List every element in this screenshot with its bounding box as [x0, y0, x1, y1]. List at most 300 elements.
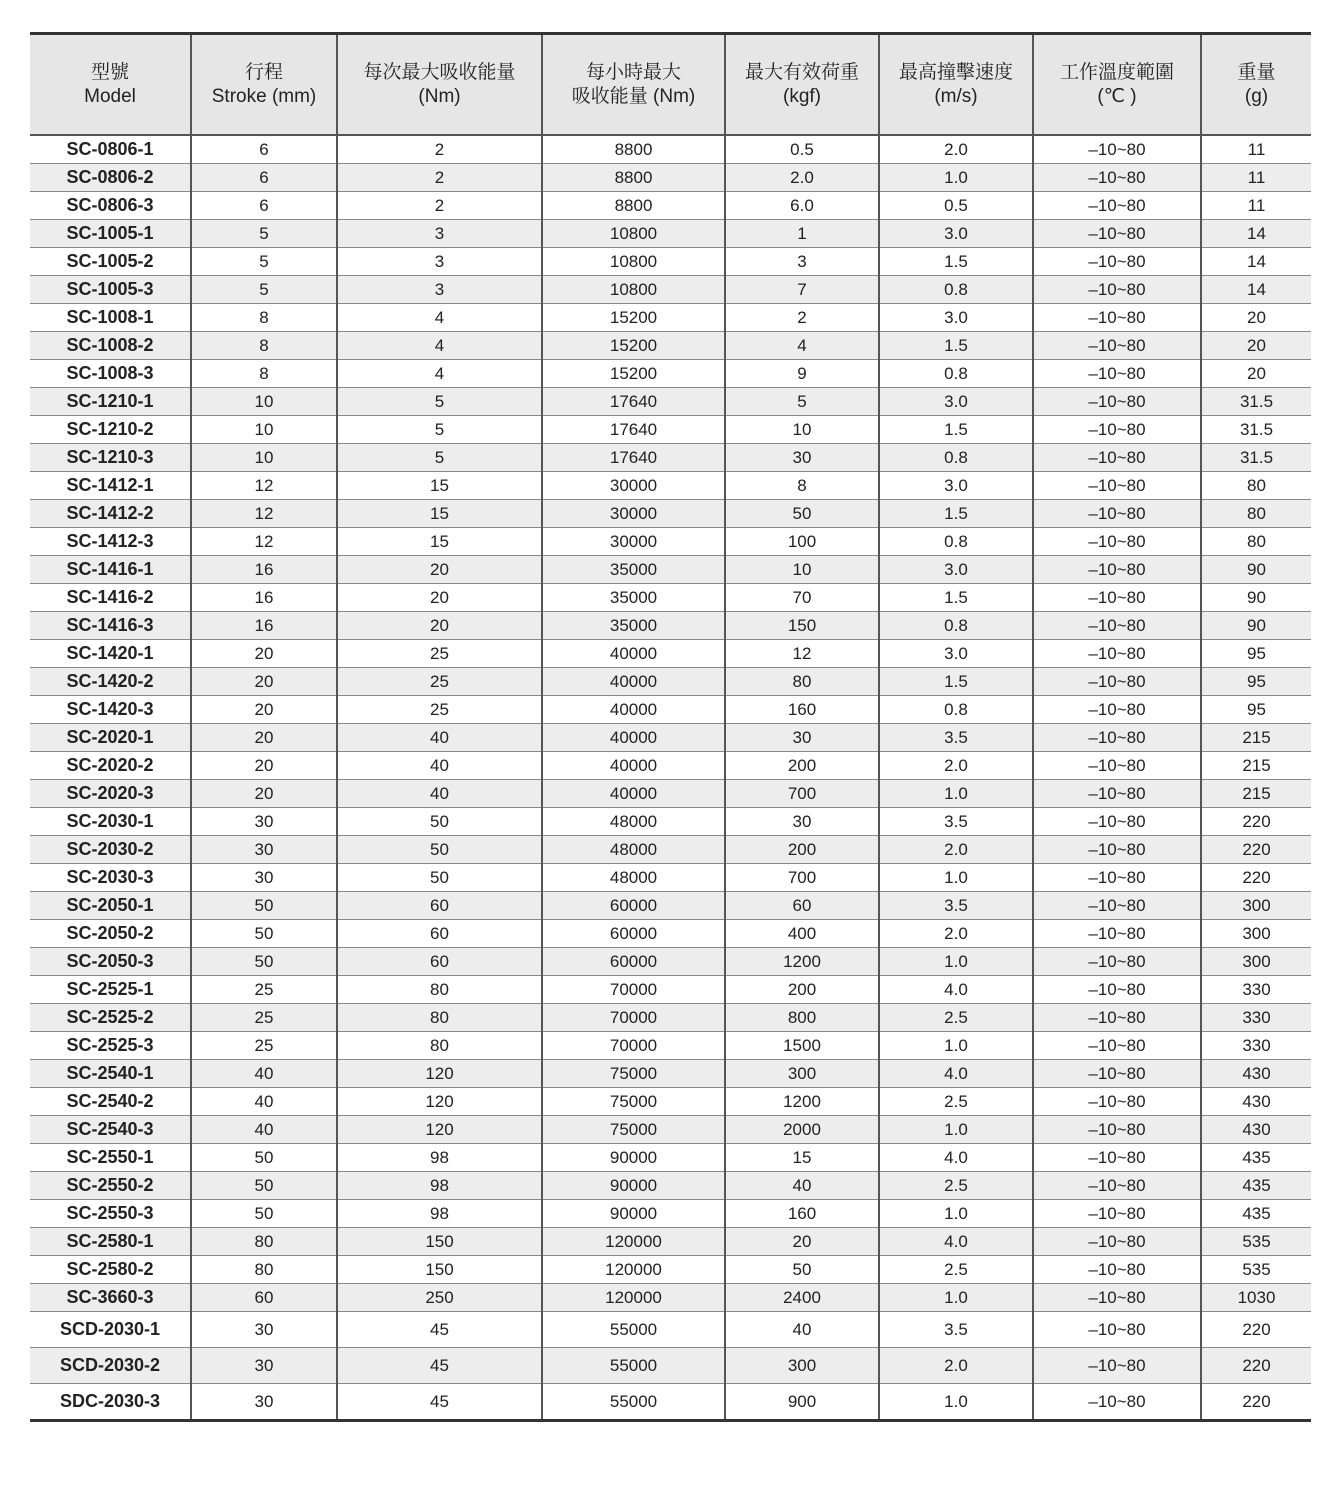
weight-cell: 435 — [1201, 1200, 1311, 1228]
speed-cell: 4.0 — [879, 1228, 1033, 1256]
model-cell: SC-2580-1 — [30, 1228, 191, 1256]
load-cell: 2 — [725, 304, 879, 332]
energy-per-hour-cell: 15200 — [542, 332, 725, 360]
model-cell: SC-2050-2 — [30, 920, 191, 948]
load-cell: 100 — [725, 528, 879, 556]
load-cell: 40 — [725, 1172, 879, 1200]
energy-per-hour-cell: 55000 — [542, 1348, 725, 1384]
weight-cell: 220 — [1201, 836, 1311, 864]
stroke-cell: 20 — [191, 724, 337, 752]
energy-per-cycle-cell: 3 — [337, 276, 542, 304]
energy-per-hour-cell: 40000 — [542, 668, 725, 696]
temperature-cell: –10~80 — [1033, 1144, 1201, 1172]
table-row — [30, 416, 1311, 444]
weight-cell: 435 — [1201, 1172, 1311, 1200]
energy-per-hour-cell: 8800 — [542, 192, 725, 220]
temperature-cell: –10~80 — [1033, 1004, 1201, 1032]
temperature-cell: –10~80 — [1033, 528, 1201, 556]
header-model: 型號 Model — [30, 34, 191, 136]
speed-cell: 3.5 — [879, 892, 1033, 920]
weight-cell: 90 — [1201, 556, 1311, 584]
load-cell: 8 — [725, 472, 879, 500]
energy-per-cycle-cell: 120 — [337, 1060, 542, 1088]
stroke-cell: 6 — [191, 164, 337, 192]
weight-cell: 430 — [1201, 1088, 1311, 1116]
energy-per-cycle-cell: 15 — [337, 500, 542, 528]
energy-per-hour-cell: 10800 — [542, 248, 725, 276]
load-cell: 30 — [725, 444, 879, 472]
temperature-cell: –10~80 — [1033, 192, 1201, 220]
energy-per-cycle-cell: 45 — [337, 1312, 542, 1348]
energy-per-cycle-cell: 98 — [337, 1144, 542, 1172]
model-cell: SC-2550-2 — [30, 1172, 191, 1200]
load-cell: 2.0 — [725, 164, 879, 192]
table-row — [30, 1032, 1311, 1060]
load-cell: 4 — [725, 332, 879, 360]
speed-cell: 2.5 — [879, 1088, 1033, 1116]
speed-cell: 1.0 — [879, 1032, 1033, 1060]
load-cell: 20 — [725, 1228, 879, 1256]
table-row — [30, 1060, 1311, 1088]
stroke-cell: 6 — [191, 192, 337, 220]
stroke-cell: 30 — [191, 1312, 337, 1348]
energy-per-hour-cell: 15200 — [542, 360, 725, 388]
model-cell: SC-1210-2 — [30, 416, 191, 444]
load-cell: 6.0 — [725, 192, 879, 220]
load-cell: 200 — [725, 752, 879, 780]
temperature-cell: –10~80 — [1033, 304, 1201, 332]
temperature-cell: –10~80 — [1033, 444, 1201, 472]
weight-cell: 430 — [1201, 1116, 1311, 1144]
load-cell: 900 — [725, 1384, 879, 1421]
energy-per-hour-cell: 40000 — [542, 780, 725, 808]
model-cell: SC-2030-1 — [30, 808, 191, 836]
header-row — [30, 34, 1311, 136]
weight-cell: 14 — [1201, 248, 1311, 276]
speed-cell: 1.0 — [879, 164, 1033, 192]
model-cell: SC-1420-3 — [30, 696, 191, 724]
load-cell: 30 — [725, 808, 879, 836]
weight-cell: 80 — [1201, 528, 1311, 556]
model-cell: SC-1412-2 — [30, 500, 191, 528]
stroke-cell: 50 — [191, 1144, 337, 1172]
model-cell: SC-1005-3 — [30, 276, 191, 304]
header-temperature-range: 工作溫度範圍 (℃ ) — [1033, 34, 1201, 136]
energy-per-cycle-cell: 20 — [337, 584, 542, 612]
energy-per-cycle-cell: 2 — [337, 135, 542, 164]
stroke-cell: 16 — [191, 584, 337, 612]
temperature-cell: –10~80 — [1033, 948, 1201, 976]
stroke-cell: 6 — [191, 135, 337, 164]
load-cell: 5 — [725, 388, 879, 416]
energy-per-cycle-cell: 40 — [337, 724, 542, 752]
weight-cell: 14 — [1201, 276, 1311, 304]
energy-per-hour-cell: 15200 — [542, 304, 725, 332]
stroke-cell: 40 — [191, 1060, 337, 1088]
speed-cell: 1.5 — [879, 584, 1033, 612]
temperature-cell: –10~80 — [1033, 1284, 1201, 1312]
model-cell: SDC-2030-3 — [59, 1391, 161, 1411]
stroke-cell: 25 — [191, 976, 337, 1004]
weight-cell: 95 — [1201, 640, 1311, 668]
table-row — [30, 192, 1311, 220]
stroke-cell: 16 — [191, 612, 337, 640]
stroke-cell: 50 — [191, 892, 337, 920]
model-cell: SC-1420-1 — [30, 640, 191, 668]
load-cell: 150 — [725, 612, 879, 640]
model-cell: SC-1416-2 — [30, 584, 191, 612]
header-max-energy-per-cycle: 每次最大吸收能量 (Nm) — [337, 34, 542, 136]
speed-cell: 1.0 — [879, 864, 1033, 892]
weight-cell: 14 — [1201, 220, 1311, 248]
table-row — [30, 500, 1311, 528]
stroke-cell: 8 — [191, 360, 337, 388]
load-cell: 1500 — [725, 1032, 879, 1060]
model-cell: SC-2540-3 — [30, 1116, 191, 1144]
load-cell: 200 — [725, 836, 879, 864]
stroke-cell: 16 — [191, 556, 337, 584]
energy-per-cycle-cell: 45 — [337, 1348, 542, 1384]
energy-per-hour-cell: 48000 — [542, 836, 725, 864]
energy-per-cycle-cell: 15 — [337, 472, 542, 500]
table-row — [30, 584, 1311, 612]
speed-cell: 2.5 — [879, 1172, 1033, 1200]
temperature-cell: –10~80 — [1033, 892, 1201, 920]
load-cell: 200 — [725, 976, 879, 1004]
model-cell: SC-2525-3 — [30, 1032, 191, 1060]
speed-cell: 2.0 — [879, 135, 1033, 164]
table-row — [30, 612, 1311, 640]
table-row — [30, 1348, 1311, 1384]
stroke-cell: 30 — [191, 864, 337, 892]
model-cell: SC-1412-1 — [30, 472, 191, 500]
weight-cell: 220 — [1201, 864, 1311, 892]
table-row — [30, 752, 1311, 780]
temperature-cell: –10~80 — [1033, 164, 1201, 192]
table-row — [30, 1144, 1311, 1172]
speed-cell: 3.0 — [879, 388, 1033, 416]
model-cell: SC-1416-3 — [30, 612, 191, 640]
temperature-cell: –10~80 — [1033, 1312, 1201, 1348]
stroke-cell: 20 — [191, 696, 337, 724]
table-row — [30, 864, 1311, 892]
speed-cell: 0.8 — [879, 528, 1033, 556]
temperature-cell: –10~80 — [1033, 276, 1201, 304]
energy-per-hour-cell: 90000 — [542, 1144, 725, 1172]
energy-per-cycle-cell: 60 — [337, 892, 542, 920]
temperature-cell: –10~80 — [1033, 1348, 1201, 1384]
load-cell: 1 — [725, 220, 879, 248]
speed-cell: 4.0 — [879, 1144, 1033, 1172]
energy-per-hour-cell: 30000 — [542, 500, 725, 528]
header-max-impact-speed: 最高撞擊速度 (m/s) — [879, 34, 1033, 136]
weight-cell: 215 — [1201, 724, 1311, 752]
table-row — [30, 1256, 1311, 1284]
weight-cell: 11 — [1201, 164, 1311, 192]
temperature-cell: –10~80 — [1033, 472, 1201, 500]
stroke-cell: 12 — [191, 528, 337, 556]
weight-cell: 215 — [1201, 780, 1311, 808]
weight-cell: 435 — [1201, 1144, 1311, 1172]
weight-cell: 430 — [1201, 1060, 1311, 1088]
load-cell: 15 — [725, 1144, 879, 1172]
model-cell: SC-1210-3 — [30, 444, 191, 472]
load-cell: 700 — [725, 780, 879, 808]
energy-per-cycle-cell: 120 — [337, 1088, 542, 1116]
energy-per-hour-cell: 120000 — [542, 1228, 725, 1256]
weight-cell: 90 — [1201, 612, 1311, 640]
energy-per-cycle-cell: 5 — [337, 416, 542, 444]
speed-cell: 2.5 — [879, 1256, 1033, 1284]
energy-per-cycle-cell: 80 — [337, 976, 542, 1004]
weight-cell: 215 — [1201, 752, 1311, 780]
weight-cell: 300 — [1201, 948, 1311, 976]
energy-per-hour-cell: 17640 — [542, 388, 725, 416]
stroke-cell: 80 — [191, 1228, 337, 1256]
energy-per-cycle-cell: 25 — [337, 640, 542, 668]
model-cell: SC-1005-1 — [30, 220, 191, 248]
stroke-cell: 80 — [191, 1256, 337, 1284]
energy-per-cycle-cell: 4 — [337, 304, 542, 332]
energy-per-hour-cell: 75000 — [542, 1060, 725, 1088]
table-body — [30, 135, 1311, 1421]
energy-per-hour-cell: 60000 — [542, 920, 725, 948]
model-cell: SC-2550-3 — [30, 1200, 191, 1228]
speed-cell: 3.0 — [879, 640, 1033, 668]
stroke-cell: 50 — [191, 1200, 337, 1228]
temperature-cell: –10~80 — [1033, 584, 1201, 612]
table-row — [30, 640, 1311, 668]
energy-per-hour-cell: 75000 — [542, 1116, 725, 1144]
energy-per-cycle-cell: 5 — [337, 444, 542, 472]
load-cell: 2000 — [725, 1116, 879, 1144]
temperature-cell: –10~80 — [1033, 388, 1201, 416]
energy-per-hour-cell: 120000 — [542, 1284, 725, 1312]
temperature-cell: –10~80 — [1033, 920, 1201, 948]
energy-per-hour-cell: 90000 — [542, 1172, 725, 1200]
energy-per-cycle-cell: 80 — [337, 1004, 542, 1032]
table-row — [30, 1384, 1311, 1421]
load-cell: 60 — [725, 892, 879, 920]
load-cell: 50 — [725, 1256, 879, 1284]
weight-cell: 20 — [1201, 360, 1311, 388]
energy-per-cycle-cell: 40 — [337, 752, 542, 780]
speed-cell: 2.0 — [879, 920, 1033, 948]
energy-per-hour-cell: 35000 — [542, 556, 725, 584]
speed-cell: 0.8 — [879, 360, 1033, 388]
temperature-cell: –10~80 — [1033, 332, 1201, 360]
temperature-cell: –10~80 — [1033, 1200, 1201, 1228]
energy-per-hour-cell: 17640 — [542, 416, 725, 444]
temperature-cell: –10~80 — [1033, 780, 1201, 808]
stroke-cell: 10 — [191, 416, 337, 444]
stroke-cell: 50 — [191, 948, 337, 976]
stroke-cell: 20 — [191, 668, 337, 696]
energy-per-hour-cell: 55000 — [542, 1312, 725, 1348]
energy-per-hour-cell: 55000 — [542, 1384, 725, 1421]
energy-per-hour-cell: 10800 — [542, 276, 725, 304]
table-row — [30, 444, 1311, 472]
table-row — [30, 948, 1311, 976]
stroke-cell: 60 — [191, 1284, 337, 1312]
speed-cell: 4.0 — [879, 1060, 1033, 1088]
model-cell: SC-3660-3 — [30, 1284, 191, 1312]
energy-per-hour-cell: 48000 — [542, 864, 725, 892]
load-cell: 10 — [725, 556, 879, 584]
table-row — [30, 976, 1311, 1004]
load-cell: 700 — [725, 864, 879, 892]
energy-per-hour-cell: 70000 — [542, 976, 725, 1004]
speed-cell: 1.5 — [879, 332, 1033, 360]
temperature-cell: –10~80 — [1033, 752, 1201, 780]
load-cell: 1200 — [725, 1088, 879, 1116]
speed-cell: 3.5 — [879, 724, 1033, 752]
model-cell: SC-1008-2 — [30, 332, 191, 360]
stroke-cell: 30 — [191, 808, 337, 836]
temperature-cell: –10~80 — [1033, 1088, 1201, 1116]
energy-per-cycle-cell: 250 — [337, 1284, 542, 1312]
temperature-cell: –10~80 — [1033, 724, 1201, 752]
speed-cell: 2.0 — [879, 1348, 1033, 1384]
energy-per-cycle-cell: 80 — [337, 1032, 542, 1060]
stroke-cell: 50 — [191, 1172, 337, 1200]
temperature-cell: –10~80 — [1033, 836, 1201, 864]
energy-per-cycle-cell: 98 — [337, 1200, 542, 1228]
weight-cell: 220 — [1201, 1384, 1311, 1421]
speed-cell: 1.0 — [879, 1284, 1033, 1312]
temperature-cell: –10~80 — [1033, 416, 1201, 444]
energy-per-cycle-cell: 5 — [337, 388, 542, 416]
load-cell: 1200 — [725, 948, 879, 976]
stroke-cell: 40 — [191, 1116, 337, 1144]
speed-cell: 1.5 — [879, 668, 1033, 696]
energy-per-hour-cell: 60000 — [542, 892, 725, 920]
header-max-effective-load: 最大有效荷重 (kgf) — [725, 34, 879, 136]
header-max-energy-per-hour: 每小時最大 吸收能量 (Nm) — [542, 34, 725, 136]
speed-cell: 3.0 — [879, 304, 1033, 332]
model-cell: SC-2580-2 — [30, 1256, 191, 1284]
temperature-cell: –10~80 — [1033, 248, 1201, 276]
energy-per-hour-cell: 40000 — [542, 696, 725, 724]
model-cell: SC-2030-3 — [30, 864, 191, 892]
load-cell: 3 — [725, 248, 879, 276]
speed-cell: 1.0 — [879, 1116, 1033, 1144]
energy-per-hour-cell: 10800 — [542, 220, 725, 248]
load-cell: 800 — [725, 1004, 879, 1032]
model-cell: SC-2050-3 — [30, 948, 191, 976]
model-cell: SC-2050-1 — [30, 892, 191, 920]
weight-cell: 330 — [1201, 976, 1311, 1004]
table-row — [30, 556, 1311, 584]
table-row — [30, 696, 1311, 724]
speed-cell: 4.0 — [879, 976, 1033, 1004]
stroke-cell: 30 — [191, 1348, 337, 1384]
energy-per-hour-cell: 35000 — [542, 612, 725, 640]
temperature-cell: –10~80 — [1033, 864, 1201, 892]
table-row — [30, 1004, 1311, 1032]
weight-cell: 95 — [1201, 696, 1311, 724]
load-cell: 7 — [725, 276, 879, 304]
table-row — [30, 135, 1311, 164]
energy-per-hour-cell: 8800 — [542, 135, 725, 164]
load-cell: 50 — [725, 500, 879, 528]
model-cell: SC-2030-2 — [30, 836, 191, 864]
energy-per-hour-cell: 90000 — [542, 1200, 725, 1228]
stroke-cell: 25 — [191, 1004, 337, 1032]
stroke-cell: 5 — [191, 220, 337, 248]
energy-per-cycle-cell: 25 — [337, 668, 542, 696]
energy-per-cycle-cell: 25 — [337, 696, 542, 724]
speed-cell: 0.5 — [879, 192, 1033, 220]
weight-cell: 300 — [1201, 920, 1311, 948]
model-cell: SCD-2030-1 — [30, 1312, 191, 1348]
table-row — [30, 892, 1311, 920]
load-cell: 40 — [725, 1312, 879, 1348]
temperature-cell: –10~80 — [1033, 976, 1201, 1004]
speed-cell: 1.0 — [879, 1384, 1033, 1421]
speed-cell: 2.5 — [879, 1004, 1033, 1032]
energy-per-cycle-cell: 50 — [337, 808, 542, 836]
speed-cell: 3.0 — [879, 556, 1033, 584]
load-cell: 9 — [725, 360, 879, 388]
temperature-cell: –10~80 — [1033, 612, 1201, 640]
weight-cell: 535 — [1201, 1228, 1311, 1256]
speed-cell: 0.8 — [879, 444, 1033, 472]
weight-cell: 1030 — [1201, 1284, 1311, 1312]
load-cell: 160 — [725, 1200, 879, 1228]
energy-per-cycle-cell: 3 — [337, 248, 542, 276]
energy-per-hour-cell: 17640 — [542, 444, 725, 472]
weight-cell: 220 — [1201, 808, 1311, 836]
table-row — [30, 388, 1311, 416]
table-row — [30, 472, 1311, 500]
table-row — [30, 668, 1311, 696]
stroke-cell: 30 — [191, 1384, 337, 1421]
temperature-cell: –10~80 — [1033, 556, 1201, 584]
table-row — [30, 164, 1311, 192]
speed-cell: 2.0 — [879, 836, 1033, 864]
weight-cell: 20 — [1201, 332, 1311, 360]
stroke-cell: 10 — [191, 444, 337, 472]
model-cell: SC-2550-1 — [30, 1144, 191, 1172]
stroke-cell: 5 — [191, 276, 337, 304]
temperature-cell: –10~80 — [1033, 668, 1201, 696]
speed-cell: 1.0 — [879, 948, 1033, 976]
energy-per-cycle-cell: 60 — [337, 948, 542, 976]
temperature-cell: –10~80 — [1033, 1256, 1201, 1284]
energy-per-cycle-cell: 150 — [337, 1256, 542, 1284]
table-row — [30, 780, 1311, 808]
temperature-cell: –10~80 — [1033, 1172, 1201, 1200]
load-cell: 0.5 — [725, 135, 879, 164]
table-row — [30, 360, 1311, 388]
energy-per-cycle-cell: 15 — [337, 528, 542, 556]
weight-cell: 330 — [1201, 1004, 1311, 1032]
stroke-cell: 8 — [191, 332, 337, 360]
stroke-cell: 12 — [191, 472, 337, 500]
model-cell: SC-2525-1 — [30, 976, 191, 1004]
model-cell: SC-1210-1 — [30, 388, 191, 416]
energy-per-cycle-cell: 20 — [337, 612, 542, 640]
weight-cell: 11 — [1201, 192, 1311, 220]
energy-per-cycle-cell: 45 — [337, 1384, 542, 1421]
temperature-cell: –10~80 — [1033, 1228, 1201, 1256]
energy-per-cycle-cell: 2 — [337, 164, 542, 192]
weight-cell: 31.5 — [1201, 444, 1311, 472]
weight-cell: 20 — [1201, 304, 1311, 332]
stroke-cell: 20 — [191, 780, 337, 808]
spec-table — [30, 32, 1311, 1422]
